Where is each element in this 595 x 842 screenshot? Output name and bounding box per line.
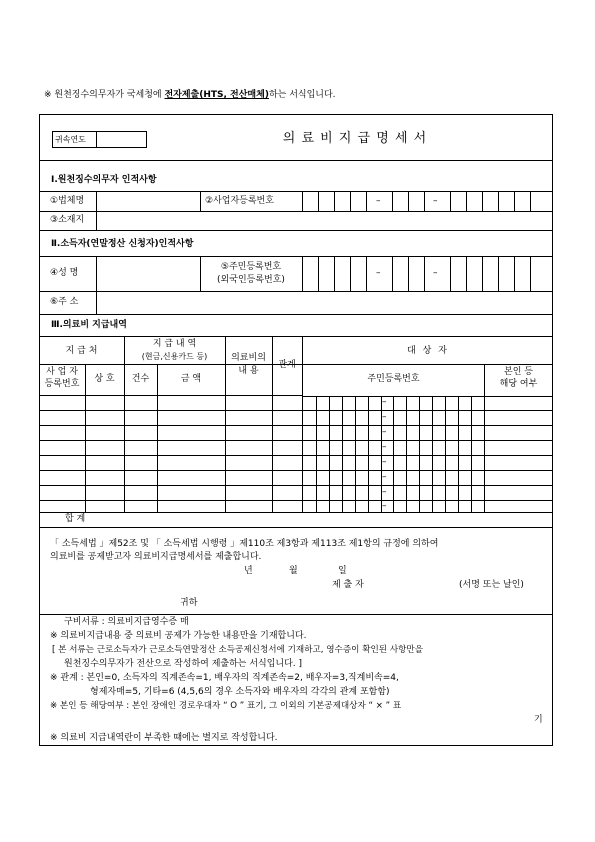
notice-emphasis: 전자제출(HTS, 전산매체) (164, 90, 269, 100)
bizno-label: ②사업자등록번호 (205, 196, 274, 206)
bizno-dash-2: – (433, 196, 438, 206)
rrn-label: ⑤주민등록번호 (220, 262, 282, 272)
col-target: 대 상 자 (407, 346, 449, 356)
note-8: ※ 의료비 지급내역란이 부족한 때에는 별지로 작성합니다. (50, 733, 278, 743)
col-payee: 지 급 처 (65, 346, 98, 356)
row-dash-1: – (382, 397, 387, 407)
notice-suffix: 하는 서식입니다. (268, 90, 336, 100)
col-payment: 지 급 내 역 (152, 339, 197, 349)
date-day: 일 (338, 566, 347, 576)
name-label: ④성 명 (50, 268, 79, 278)
col-amount: 금 액 (180, 374, 202, 384)
col-payment-sub: (현금,신용카드 등) (141, 352, 208, 361)
bizno-dash-1: – (376, 196, 381, 206)
row-dash-5: – (382, 457, 387, 467)
col-self-2: 해당 여부 (499, 379, 538, 389)
note-6: ※ 본인 등 해당여부 : 본인 장애인 경로우대자 “ O ” 표기, 그 이외의 기본공제대상자 “ × ” 표 (50, 701, 402, 711)
declaration-line-1: 「 소득세법 」제52조 및 「 소득세법 시행령 」제110조 제3항과 제113조 제1항의 규정에 의하여 (50, 539, 439, 549)
rrn-label-2: (외국인등록번호) (217, 275, 285, 285)
col-rrn: 주민등록번호 (367, 374, 420, 384)
col-relation: 관계 (278, 360, 296, 370)
col-self-1: 본인 등 (504, 367, 533, 377)
rrn-dash-1: – (376, 268, 381, 278)
col-bizno-2: 등록번호 (44, 379, 80, 389)
row-dash-3: – (382, 427, 387, 437)
date-month: 월 (289, 566, 298, 576)
section2-title: Ⅱ.소득자(연말정산 신청자)인적사항 (51, 239, 194, 249)
company-label: ①법체명 (50, 196, 85, 206)
notice-text (44, 90, 336, 101)
total-label: 합 계 (65, 514, 86, 524)
row-dash-8: – (382, 501, 387, 511)
rrn-dash-2: – (433, 268, 438, 278)
section3-title: Ⅲ.의료비 지급내역 (51, 320, 127, 330)
note-4: ※ 관계 : 본인=0, 소득자의 직계존속=1, 배우자의 직계존속=2, 배우자=3,직계비속=4, (50, 673, 399, 683)
declaration-line-2: 의료비를 공제받고자 의료비지급명세서를 제출합니다. (50, 552, 262, 562)
col-company: 상 호 (94, 374, 115, 384)
col-bizno-1: 사 업 자 (46, 367, 78, 377)
address-label-2: ⑥주 소 (50, 297, 79, 307)
note-attach: 구비서류 : 의료비지급영수증 매 (64, 617, 189, 627)
row-dash-4: – (382, 442, 387, 452)
row-dash-7: – (382, 487, 387, 497)
address-label: ③소재지 (50, 215, 85, 225)
note-1: ※ 의료비지급내용 중 의료비 공제가 가능한 내용만을 기재합니다. (50, 631, 307, 641)
row-dash-6: – (382, 472, 387, 482)
submitter-label: 제 출 자 (332, 580, 364, 590)
col-content-1: 의료비의 (231, 353, 266, 363)
col-content-2: 내 용 (238, 366, 259, 376)
col-count: 건수 (131, 374, 150, 384)
note-7: 기 (534, 715, 543, 725)
form-title: 의 료 비 지 급 명 세 서 (282, 131, 428, 146)
note-3: 원천징수의무자가 전산으로 작성하여 제출하는 서식입니다. ] (64, 659, 303, 669)
note-2: [ 본 서류는 근로소득자가 근로소득연말정산 소득공제신청서에 기재하고, 영수증이 확인된 사항만을 (52, 645, 424, 655)
addressee: 귀하 (180, 598, 198, 608)
notice-prefix: ※ 원천징수의무자가 국세청에 (44, 90, 165, 100)
section1-title: Ⅰ.원천징수의무자 인적사항 (51, 175, 157, 185)
row-dash-2: – (382, 412, 387, 422)
note-5: 형제자매=5, 기타=6 (4,5,6의 경우 소득자와 배우자의 각각의 관계 포함함) (90, 687, 390, 697)
year-label: 귀속연도 (55, 135, 86, 144)
date-year: 년 (244, 566, 253, 576)
signature-note: (서명 또는 날인) (459, 580, 524, 590)
